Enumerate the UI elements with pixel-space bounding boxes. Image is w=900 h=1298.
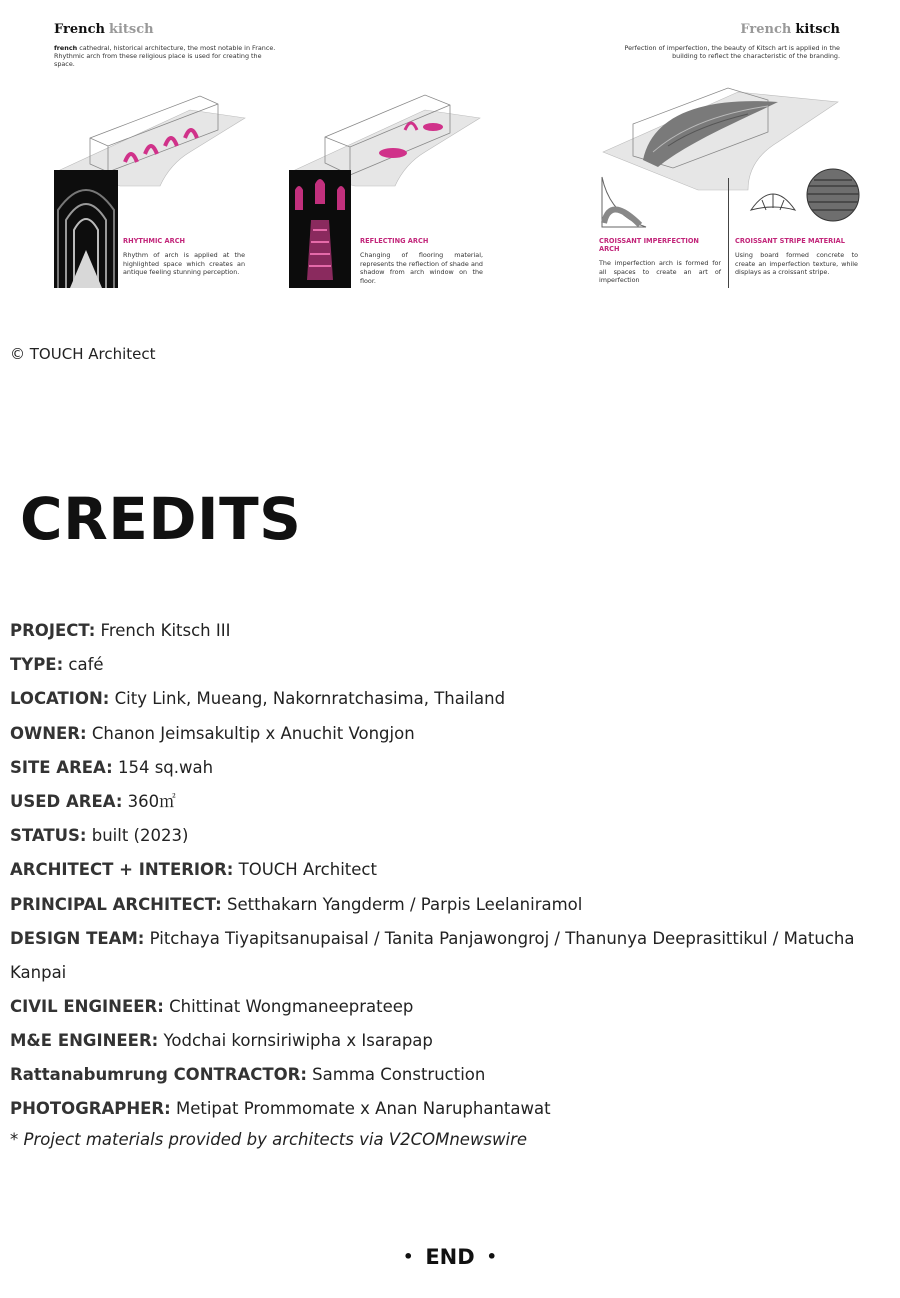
credit-type: TYPE: café <box>10 655 104 675</box>
diagram-intro-left: french cathedral, historical architecture, the most notable in France. Rhythmic arch from these religious place is used for creating the space. <box>54 44 276 68</box>
pink-arch-window-illustration <box>289 170 351 288</box>
credit-location: LOCATION: City Link, Mueang, Nakornratchasima, Thailand <box>10 689 506 709</box>
end-marker <box>0 1245 900 1269</box>
wood-stripe-texture <box>806 168 860 222</box>
caption-title-croissant-stripe: CROISSANT STRIPE MATERIAL <box>735 237 845 245</box>
credit-principal-architect: PRINCIPAL ARCHITECT: Setthakarn Yangderm / Parpis Leelaniramol <box>10 894 583 914</box>
diagram-header-right: French kitsch <box>740 22 840 37</box>
credit-photographer: PHOTOGRAPHER: Metipat Prommomate x Anan Naruphantawat <box>10 1099 551 1119</box>
caption-title-rhythmic-arch: RHYTHMIC ARCH <box>123 237 186 245</box>
caption-body-croissant-stripe: Using board formed concrete to create an imperfection texture, while displays as a croissant stripe. <box>735 251 858 276</box>
credit-architect-interior: ARCHITECT + INTERIOR: TOUCH Architect <box>10 860 377 880</box>
credit-site-area: SITE AREA: 154 sq.wah <box>10 757 214 777</box>
caption-divider <box>728 178 729 288</box>
diagram-intro-right: Perfection of imperfection, the beauty of Kitsch art is applied in the building to reflect the characteristic of the branding. <box>624 44 840 60</box>
caption-title-reflecting-arch: REFLECTING ARCH <box>360 237 429 245</box>
materials-note: * Project materials provided by architects via V2COMnewswire <box>10 1130 528 1149</box>
credit-contractor: Rattanabumrung CONTRACTOR: Samma Construction <box>10 1065 486 1085</box>
diagram-image <box>0 0 900 300</box>
arch-corridor-illustration <box>54 170 118 288</box>
end-bullet-left: • <box>403 1247 414 1266</box>
credit-used-area: USED AREA: 360㎡ <box>10 792 176 812</box>
caption-body-reflecting-arch: Changing of flooring material, represents the reflection of shade and shadow from arch window on the floor. <box>360 251 483 285</box>
credit-civil-engineer: CIVIL ENGINEER: Chittinat Wongmaneeprateep <box>10 996 414 1016</box>
credit-me-engineer: M&E ENGINEER: Yodchai kornsiriwipha x Isarapap <box>10 1031 433 1051</box>
caption-body-rhythmic-arch: Rhythm of arch is applied at the highlighted space which creates an antique feeling stunning perception. <box>123 251 245 276</box>
credit-design-team: DESIGN TEAM: Pitchaya Tiyapitsanupaisal / Tanita Panjawongroj / Thanunya Deeprasittikul / Matucha Kanpai <box>10 928 855 982</box>
caption-title-croissant-arch: CROISSANT IMPERFECTION ARCH <box>599 237 699 253</box>
caption-body-croissant-arch: The imperfection arch is formed for all spaces to create an art of imperfection <box>599 259 721 284</box>
arch-corridor-photo <box>54 170 118 288</box>
croissant-arch-section <box>600 175 648 230</box>
end-text: END <box>425 1245 475 1269</box>
credits-heading: CREDITS <box>20 485 302 553</box>
credit-status: STATUS: built (2023) <box>10 826 189 846</box>
reflecting-arch-photo <box>289 170 351 288</box>
image-copyright: © TOUCH Architect <box>10 345 156 363</box>
diagram-header-left: French kitsch <box>54 22 154 37</box>
croissant-icon <box>748 184 798 218</box>
credits-list <box>10 614 890 1127</box>
credit-owner: OWNER: Chanon Jeimsakultip x Anuchit Vongjon <box>10 723 415 743</box>
credit-project: PROJECT: French Kitsch III <box>10 621 231 640</box>
end-bullet-right: • <box>486 1247 497 1266</box>
